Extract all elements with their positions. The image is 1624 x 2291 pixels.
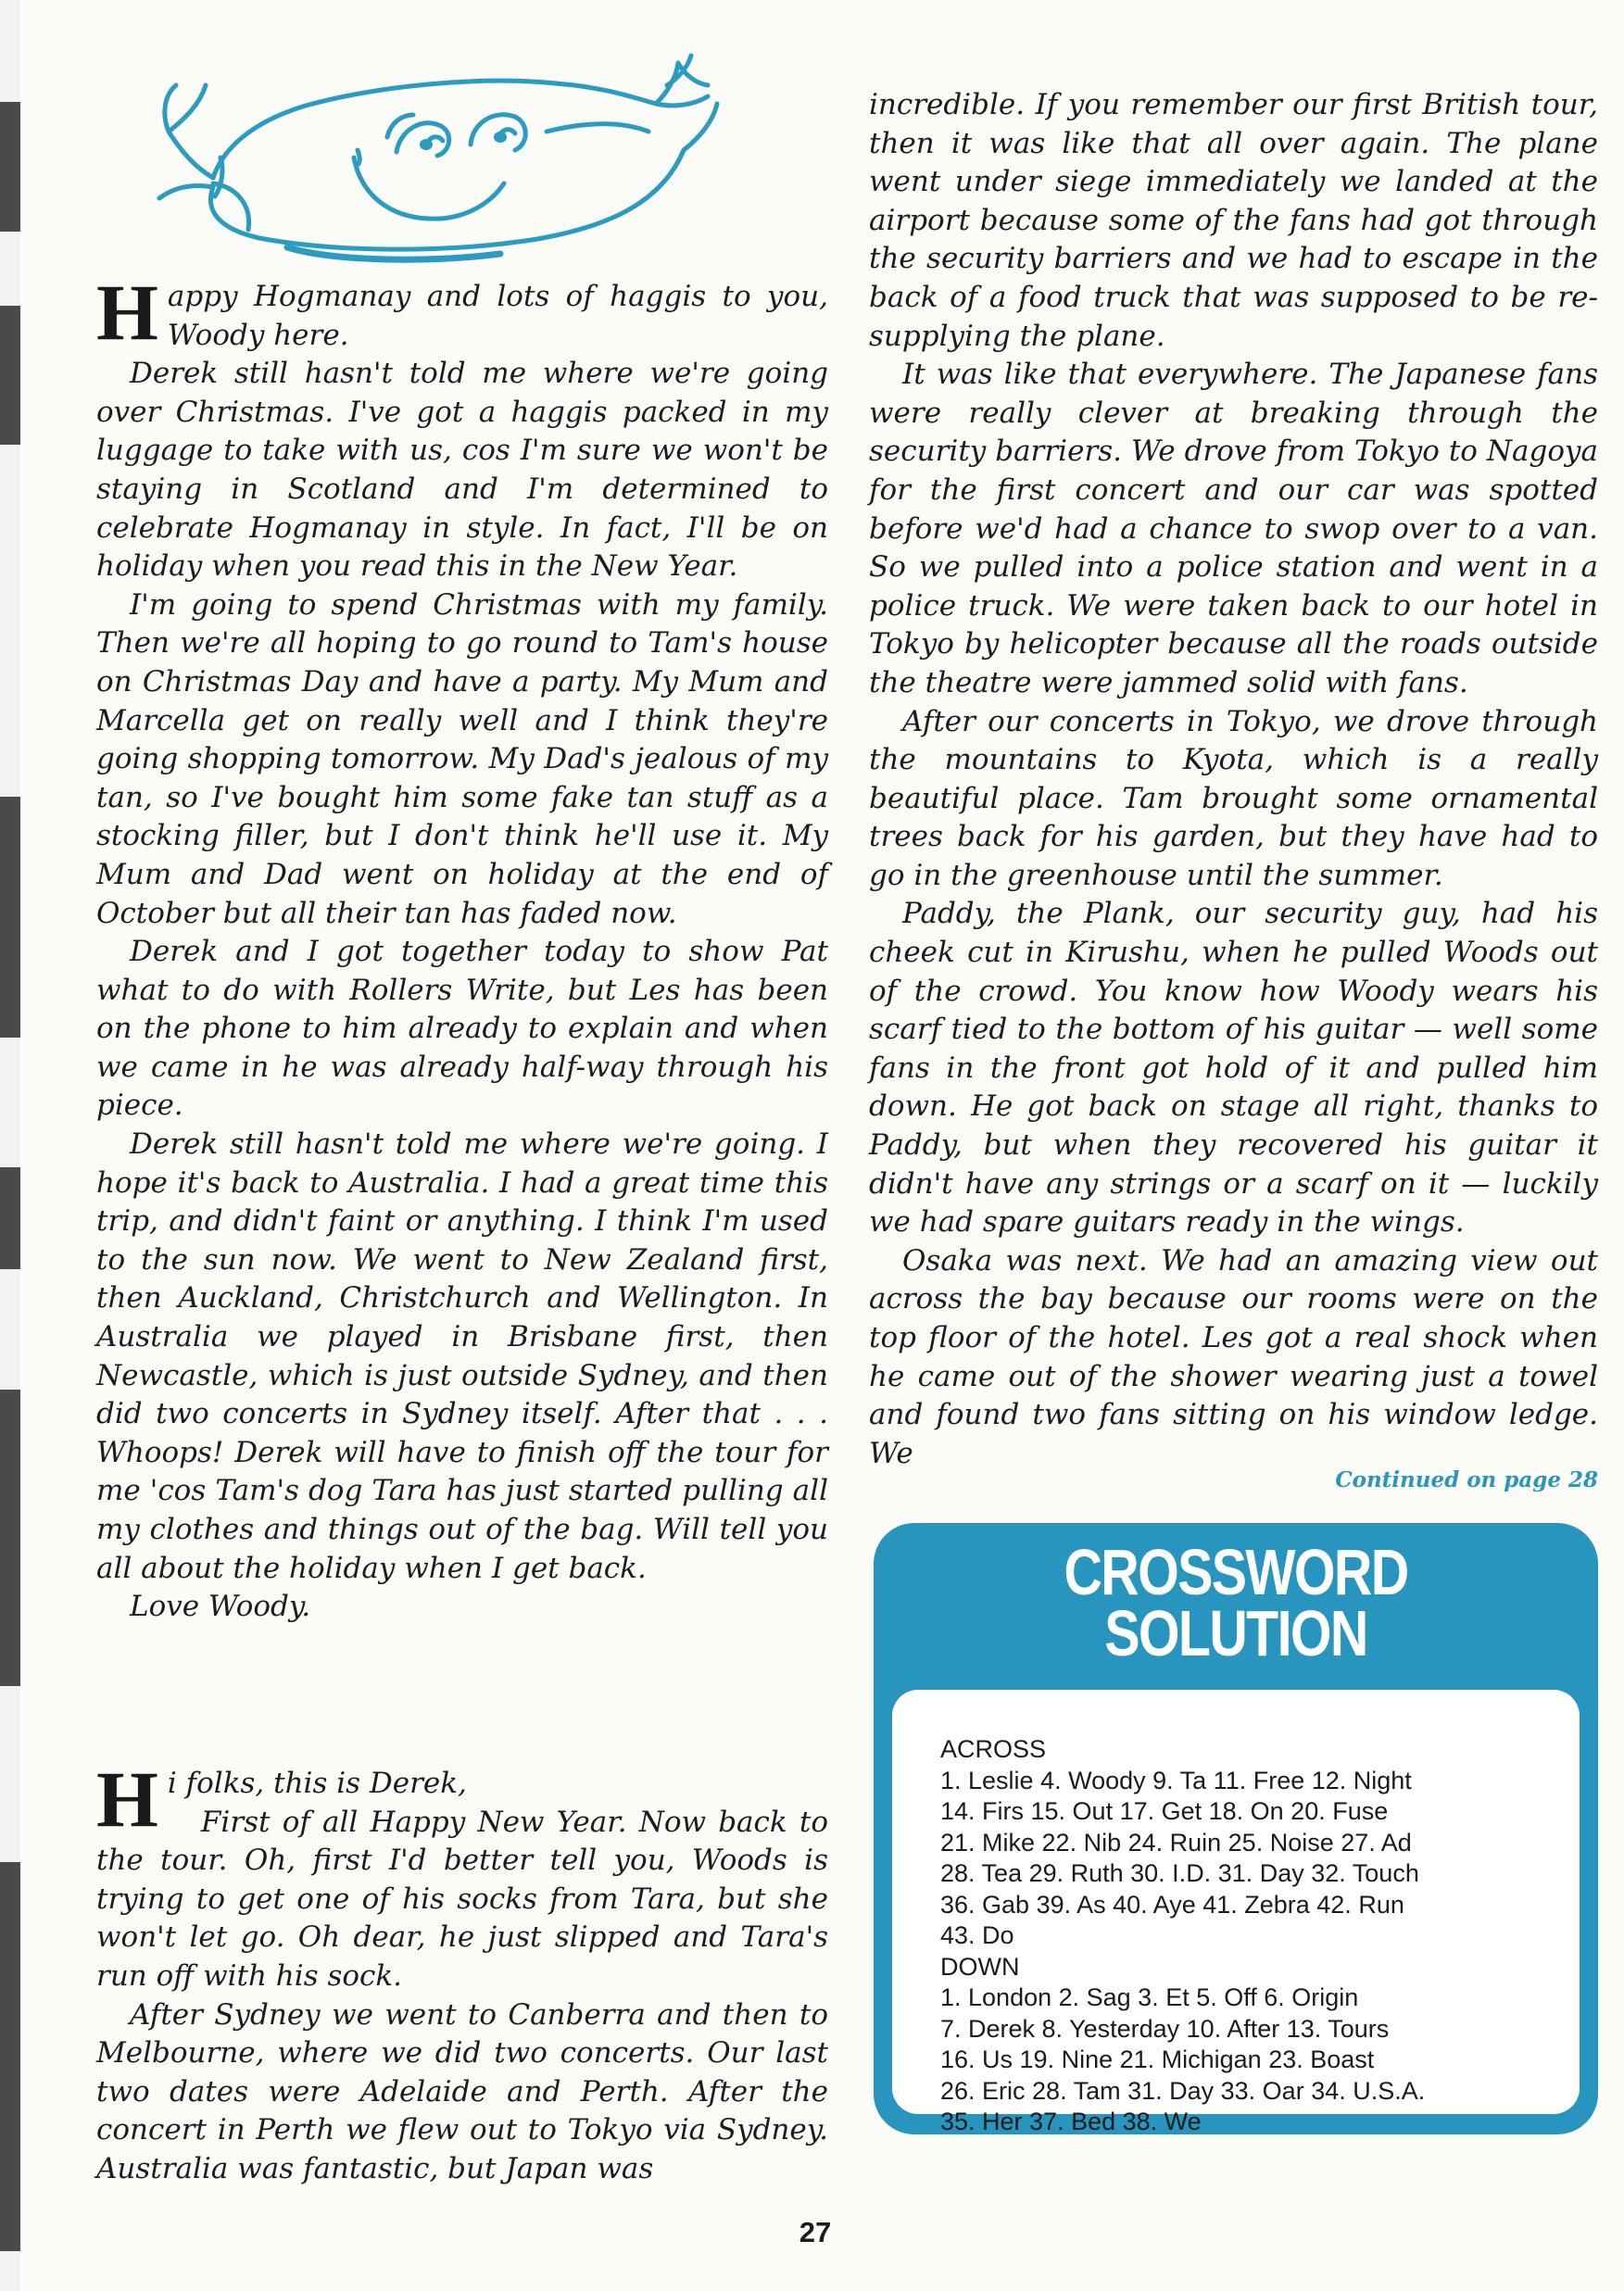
paragraph: incredible. If you remember our first British tour, then it was like that all over again. The plane went under siege immediately we landed at the airport because some of the fans had got through the security barriers and we had to escape in the back of a food truck that was supposed to be re-supplying the plane. <box>869 88 1598 353</box>
signoff: Love Woody. <box>130 1590 311 1624</box>
answer-line: 21. Mike 22. Nib 24. Ruin 25. Noise 27. Ad <box>940 1828 1412 1857</box>
crossword-title <box>938 1536 1532 1669</box>
paragraph: Derek and I got together today to show Pat what to do with Rollers Write, but Les has been on the phone to him already to explain and when we came in he was already half-way through his piece. <box>96 935 828 1123</box>
answer-line: 26. Eric 28. Tam 31. Day 33. Oar 34. U.S.A. <box>940 2076 1426 2105</box>
title-line: CROSSWORD <box>1064 1536 1408 1608</box>
across-heading: ACROSS <box>940 1735 1047 1763</box>
derek-greeting <box>96 1755 828 1996</box>
page-number: 27 <box>799 2216 832 2248</box>
binding-edge <box>0 0 20 2291</box>
answer-line: 35. Her 37. Bed 38. We <box>940 2108 1202 2135</box>
binding-stripe <box>0 306 20 445</box>
paragraph: Osaka was next. We had an amazing view out across the bay because our rooms were on the top floor of the hotel. Les got a real shock when he came out of the shower wearing just a towel and found two fans sitting on his window ledge. We <box>869 1243 1598 1470</box>
title-line: SOLUTION <box>1104 1597 1367 1669</box>
crossword-answers-panel <box>892 1690 1580 2135</box>
answer-line: 7. Derek 8. Yesterday 10. After 13. Tours <box>940 2014 1390 2043</box>
greeting-text: appy Hogmanay and lots of haggis to you, Woody here. <box>167 280 828 352</box>
woody-greeting <box>96 268 828 357</box>
down-heading: DOWN <box>940 1952 1020 1981</box>
crossword-solution-box <box>874 1523 1598 2134</box>
binding-stripe <box>0 797 20 1038</box>
derek-letter <box>96 1755 828 2189</box>
paragraph: I'm going to spend Christmas with my family. Then we're all hoping to go round to Tam's house on Christmas Day and have a party. My Mum and Marcella get on really well and I think they're going shopping tomorrow. My Dad's jealous of my tan, so I've bought him some fake tan stuff as a stocking filler, but I don't think he'll use it. My Mum and Dad went on holiday at the end of October but all their tan has faded now. <box>96 587 828 930</box>
haggis-illustration <box>148 48 723 271</box>
continued-note: Continued on page 28 <box>1335 1467 1598 1492</box>
paragraph: Derek still hasn't told me where we're going over Christmas. I've got a haggis packed in my luggage to take with us, cos I'm sure we won't be staying in Scotland and I'm determined to celebrate Hogmanay in style. In fact, I'll be on holiday when you read this in the New Year. <box>96 357 828 584</box>
binding-stripe <box>0 1390 20 1686</box>
paragraph: After our concerts in Tokyo, we drove through the mountains to Kyota, which is a really beautiful place. Tam brought some ornamental trees back for his garden, but they have had to go in the greenhouse until the summer. <box>869 704 1598 892</box>
paragraph: It was like that everywhere. The Japanese fans were really clever at breaking through the security barriers. We drove from Tokyo to Nagoya for the first concert and our car was spotted before we'd had a chance to swop over to a van. So we pulled into a police station and went in a police truck. We were taken back to our hotel in Tokyo by helicopter because all the roads outside the theatre were jammed solid with fans. <box>869 358 1598 699</box>
paragraph: Derek still hasn't told me where we're going. I hope it's back to Australia. I had a great time this trip, and didn't faint or anything. I think I'm used to the sun now. We went to New Zealand first, then Auckland, Christchurch and Wellington. In Australia we played in Brisbane first, then Newcastle, which is just outside Sydney, and then did two concerts in Sydney itself. After that . . . Whoops! Derek will have to finish off the tour for me 'cos Tam's dog Tara has just started pulling all my clothes and things out of the bag. Will tell you all about the holiday when I get back. <box>96 1127 828 1585</box>
answer-line: 1. Leslie 4. Woody 9. Ta 11. Free 12. Night <box>940 1766 1412 1794</box>
paragraph: After Sydney we went to Canberra and then to Melbourne, where we did two concerts. Our last two dates were Adelaide and Perth. After the concert in Perth we flew out to Tokyo via Sydney. Australia was fantastic, but Japan was <box>96 1997 828 2185</box>
dropcap: H <box>96 268 158 357</box>
binding-stripe <box>0 1862 20 2251</box>
answer-line: 14. Firs 15. Out 17. Get 18. On 20. Fuse <box>940 1797 1389 1825</box>
dropcap: H <box>96 1755 158 1844</box>
right-column <box>869 86 1598 1473</box>
woody-letter <box>96 268 828 1627</box>
answer-line: 43. Do <box>940 1921 1014 1949</box>
paragraph: Paddy, the Plank, our security guy, had his cheek cut in Kirushu, when he pulled Woods out of the crowd. You know how Woody wears his scarf tied to the bottom of his guitar — well some fans in the front got hold of it and pulled him down. He got back on stage all right, thanks to Paddy, but when they recovered his guitar it didn't have any strings or a scarf on it — luckily we had spare guitars ready in the wings. <box>869 897 1598 1240</box>
binding-stripe <box>0 102 20 232</box>
answer-line: 36. Gab 39. As 40. Aye 41. Zebra 42. Run <box>940 1890 1404 1919</box>
greeting-continuation: First of all Happy New Year. Now back to the tour. Oh, first I'd better tell you, Woods is trying to get one of his socks from Tara, but she won't let go. Oh dear, he just slipped and Tara's run off with his sock. <box>96 1805 828 1993</box>
crossword-answers <box>940 1734 1580 2138</box>
binding-stripe <box>0 1167 20 1269</box>
answer-line: 28. Tea 29. Ruth 30. I.D. 31. Day 32. Touch <box>940 1859 1419 1887</box>
answer-line: 1. London 2. Sag 3. Et 5. Off 6. Origin <box>940 1983 1359 2011</box>
answer-line: 16. Us 19. Nine 21. Michigan 23. Boast <box>940 2046 1375 2073</box>
greeting-text: i folks, this is Derek, <box>167 1767 467 1800</box>
